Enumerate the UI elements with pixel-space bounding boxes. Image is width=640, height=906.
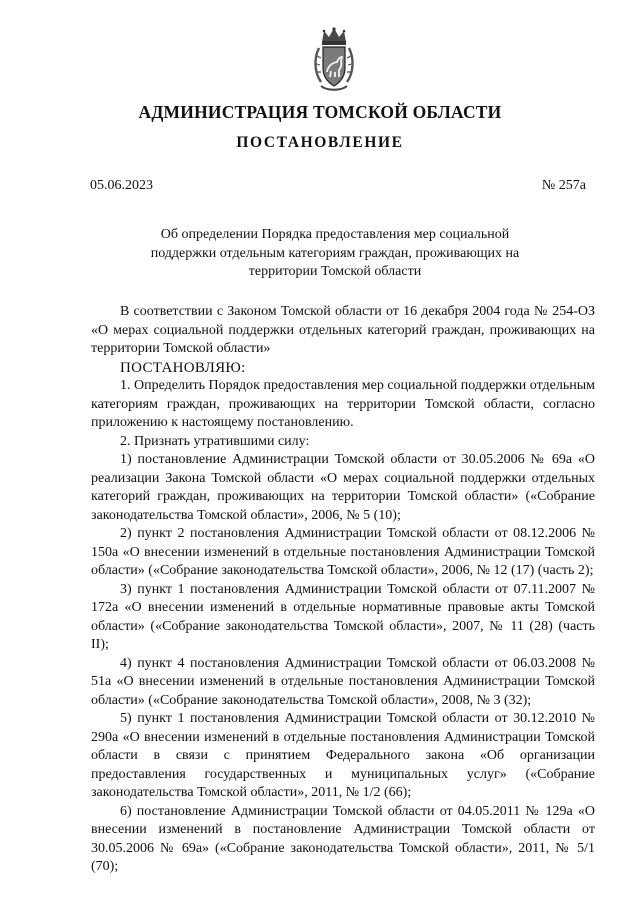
- list-item: 2) пункт 2 постановления Администрации Томской области от 08.12.2006 № 150а «О внесении изменений в отдельные постановления Администрации Томской области» («Собрание законодательства Томской области», 2006, № 12 (17) (часть 2);: [91, 526, 595, 578]
- document-date: 05.06.2023: [90, 178, 153, 193]
- list-item: 5) пункт 1 постановления Администрации Томской области от 30.12.2010 № 290а «О внесении изменений в отдельные постановления Администрации Томской области в связи с принятием Федерального закона «Об организации предоставления государственных и муниципальных услуг» («Собрание законодательства Томской области», 2011, № 1/2 (66);: [91, 711, 595, 800]
- document-body: [91, 303, 595, 877]
- document-number: № 257а: [541, 178, 586, 193]
- list-item: 1) постановление Администрации Томской области от 30.05.2006 № 69а «О реализации Закона Томской области «О мерах социальной поддержки отдельных категорий граждан, проживающих на территории Томской области» («Собрание законодательства Томской области», 2006, № 5 (10);: [91, 452, 595, 523]
- list-item: 4) пункт 4 постановления Администрации Томской области от 06.03.2008 № 51а «О внесении изменений в отдельные постановления Администрации Томской области» («Собрание законодательства Томской области», 2008, № 3 (32);: [91, 655, 595, 708]
- paragraph-1: 1. Определить Порядок предоставления мер социальной поддержки отдельным категориям граждан, проживающих на территории Томской области, согласно приложению к настоящему постановлению.: [91, 378, 595, 430]
- list-item: 6) постановление Администрации Томской области от 04.05.2011 № 129а «О внесении изменений в постановление Администрации Томской области от 30.05.2006 № 69а» («Собрание законодательства Томской области», 2011, № 5/1 (70);: [91, 803, 595, 874]
- preamble-paragraph: В соответствии с Законом Томской области от 16 декабря 2004 года № 254-ОЗ «О мерах социальной поддержки отдельных категорий граждан, проживающих на территории Томской области»: [91, 304, 595, 356]
- paragraph-2: 2. Признать утратившими силу:: [120, 433, 310, 449]
- document-type-title: ПОСТАНОВЛЕНИЕ: [236, 134, 404, 151]
- coat-of-arms-icon: [313, 26, 355, 92]
- document-subject: Об определении Порядка предоставления мер социальной поддержки отдельным категориям граждан, проживающих на территории Томской области: [150, 227, 520, 279]
- list-item: 3) пункт 1 постановления Администрации Томской области от 07.11.2007 № 172а «О внесении изменений в отдельные нормативные правовые акты Томской области» («Собрание законодательства Томской области», 2007, № 11 (28) (часть II);: [91, 581, 595, 652]
- organization-name: АДМИНИСТРАЦИЯ ТОМСКОЙ ОБЛАСТИ: [138, 102, 502, 122]
- decree-word: ПОСТАНОВЛЯЮ:: [120, 359, 246, 376]
